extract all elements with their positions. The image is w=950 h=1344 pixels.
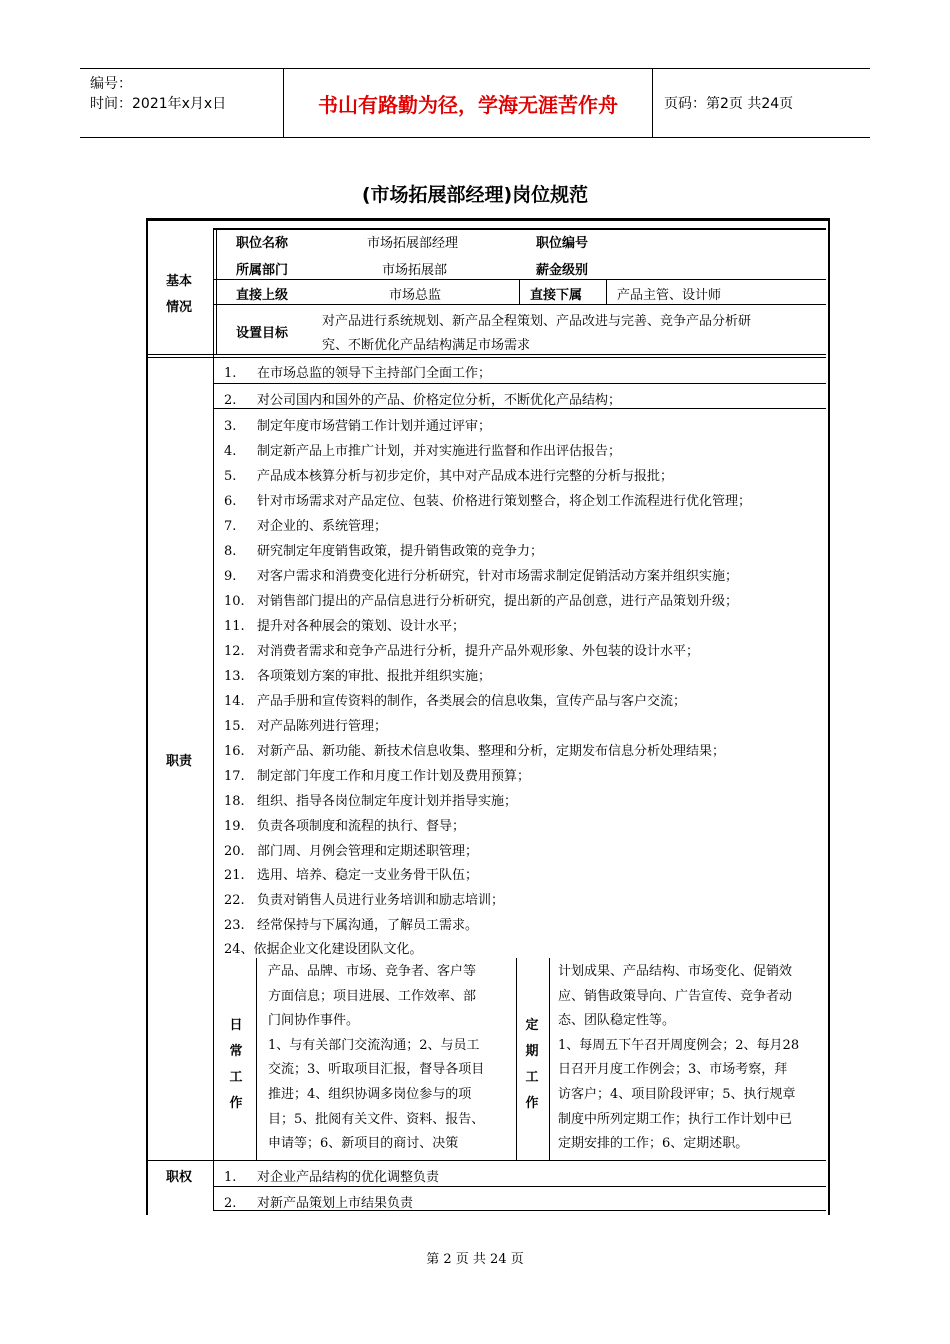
duty-number: 7. [224,519,237,534]
divider [519,280,520,304]
daily-line: 方面信息；项目进展、工作效率、部 [268,988,477,1004]
periodic-line: 1、每周五下午召开周度例会；2、每月28 [558,1037,800,1053]
page-footer: 第 2 页 共 24 页 [426,1252,524,1267]
goal-text: 对产品进行系统规划、新产品全程策划、产品改进与完善、竞争产品分析研 [322,314,752,329]
duty-item [224,640,699,659]
duty-text: 经常保持与下属沟通，了解员工需求。 [257,918,479,933]
daily-line: 交流；3、听取项目汇报，督导各项目 [268,1062,485,1078]
divider [216,230,217,354]
divider [214,1186,826,1187]
duty-item [224,864,478,883]
authority-item [224,1192,413,1211]
duty-number: 11. [224,619,245,634]
duty-number: 13. [224,669,245,684]
duty-text: 对新产品、新功能、新技术信息收集、整理和分析，定期发布信息分析处理结果； [257,744,726,759]
duty-item [224,765,530,784]
duty-number: 21. [224,868,245,883]
divider [148,354,826,355]
duty-item [224,690,686,709]
duty-text: 对产品陈列进行管理； [257,719,388,734]
duties-section-label: 职责 [166,754,193,769]
salary-label: 薪金级别 [536,263,589,278]
department: 市场拓展部 [382,263,448,278]
duty-text: 产品手册和宣传资料的制作，各类展会的信息收集，宣传产品与客户交流； [257,694,687,709]
duty-text: 对消费者需求和竞争产品进行分析，提升产品外观形象、外包装的设计水平； [257,644,700,659]
duty-item [224,914,478,933]
department-label: 所属部门 [236,263,289,278]
duty-item [224,490,751,509]
duty-number: 17. [224,769,245,784]
duty-item [224,415,491,434]
divider [516,958,517,1160]
daily-label-char: 工 [229,1070,243,1085]
duty-number: 1. [224,366,237,381]
duty-number: 14. [224,694,245,709]
duty-text: 组织、指导各岗位制定年度计划并指导实施； [257,794,518,809]
divider [256,958,257,1160]
duty-text: 针对市场需求对产品定位、包装、价格进行策划整合，将企划工作流程进行优化管理； [257,494,752,509]
duty-number: 5. [224,469,237,484]
page-header [80,68,870,138]
duty-number: 19. [224,819,245,834]
duty-text: 制定部门年度工作和月度工作计划及费用预算； [257,769,531,784]
divider [213,228,826,230]
divider [549,958,550,1160]
duty-text: 负责对销售人员进行业务培训和励志培训； [257,893,505,908]
superior: 市场总监 [389,288,442,303]
divider [148,1160,826,1161]
duty-text: 制定年度市场营销工作计划并通过评审； [257,419,492,434]
duty-item [224,665,491,684]
divider [606,280,607,304]
divider [214,408,826,409]
duty-text: 选用、培养、稳定一支业务骨干队伍； [257,868,479,883]
duty-text: 在市场总监的领导下主持部门全面工作； [257,366,492,381]
duty-number: 12. [224,644,245,659]
motto: 书山有路勤为径，学海无涯苦作舟 [284,69,653,137]
daily-line: 产品、品牌、市场、竞争者、客户等 [268,964,477,979]
authority-text: 对新产品策划上市结果负责 [257,1196,414,1211]
basic-section-label: 基本 [166,274,193,289]
authority-section-label: 职权 [166,1170,193,1185]
duty-text: 对企业的、系统管理； [257,519,388,534]
duty-item [224,465,673,484]
duty-text: 制定新产品上市推广计划，并对实施进行监督和作出评估报告； [257,444,622,459]
daily-label-char: 作 [229,1096,243,1111]
divider [214,304,826,305]
daily-label-char: 日 [229,1018,243,1033]
page-title: (市场拓展部经理)岗位规范 [361,184,589,206]
duty-text: 产品成本核算分析与初步定价，其中对产品成本进行完整的分析与报批； [257,469,674,484]
goal-text: 究、不断优化产品结构满足市场需求 [322,338,531,353]
duty-number: 8. [224,544,237,559]
duty-number: 23. [224,918,245,933]
periodic-label-char: 期 [525,1044,539,1059]
duty-item [224,515,387,534]
duty-item [224,389,621,408]
header-meta [80,69,284,137]
periodic-line: 制度中所列定期工作；执行工作计划中已 [558,1111,793,1127]
daily-line: 目；5、批阅有关文件、资料、报告、 [268,1111,485,1127]
basic-section-label: 情况 [166,300,193,315]
duty-item [224,540,543,559]
duty-item: 24、依据企业文化建设团队文化。 [224,942,423,957]
duty-number: 18. [224,794,245,809]
divider [148,357,826,358]
duty-number: 16. [224,744,245,759]
duty-text: 各项策划方案的审批、报批并组织实施； [257,669,492,684]
duty-text: 部门周、月例会管理和定期述职管理； [257,844,479,859]
position-code-label: 职位编号 [536,236,589,251]
divider [213,228,214,1211]
duty-number: 20. [224,844,245,859]
duty-number: 2. [224,393,237,408]
duty-item [224,440,621,459]
duty-item [224,565,738,584]
periodic-line: 访客户；4、项目阶段评审；5、执行规章 [558,1087,796,1102]
daily-line: 推进；4、组织协调多岗位参与的项 [268,1087,472,1102]
duty-text: 对客户需求和消费变化进行分析研究，针对市场需求制定促销活动方案并组织实施； [257,569,739,584]
duty-number: 4. [224,444,237,459]
goal-label: 设置目标 [236,326,289,341]
duty-number: 6. [224,494,237,509]
duty-number: 3. [224,419,237,434]
duty-item [224,615,465,634]
subordinate-label: 直接下属 [530,288,583,303]
periodic-line: 日召开月度工作例会；3、市场考察，拜 [558,1062,788,1078]
page-info: 页码：第2页 共24页 [664,96,794,112]
duty-item [224,840,478,859]
duty-item [224,815,465,834]
authority-number: 1. [224,1170,237,1185]
superior-label: 直接上级 [236,288,289,303]
daily-line: 1、与有关部门交流沟通；2、与员工 [268,1037,480,1053]
periodic-line: 计划成果、产品结构、市场变化、促销效 [558,964,793,979]
authority-item [224,1166,439,1185]
duty-number: 22. [224,893,245,908]
duty-item [224,362,491,381]
duty-number: 9. [224,569,237,584]
duty-text: 研究制定年度销售政策，提升销售政策的竞争力； [257,544,544,559]
periodic-line: 定期安排的工作；6、定期述职。 [558,1136,749,1152]
duty-text: 负责各项制度和流程的执行、督导； [257,819,466,834]
subordinate: 产品主管、设计师 [617,288,722,303]
authority-number: 2. [224,1196,237,1211]
duty-item [224,715,387,734]
duty-item [224,790,517,809]
periodic-label-char: 定 [525,1018,539,1033]
duty-text: 对销售部门提出的产品信息进行分析研究，提出新的产品创意，进行产品策划升级； [257,594,739,609]
daily-line: 门间协作事件。 [268,1013,360,1029]
duty-item [224,740,725,759]
duty-item [224,889,504,908]
position-name: 市场拓展部经理 [367,236,459,251]
divider [214,383,826,384]
duty-text: 提升对各种展会的策划、设计水平； [257,619,466,634]
divider [214,279,826,280]
position-name-label: 职位名称 [236,236,289,251]
authority-text: 对企业产品结构的优化调整负责 [257,1170,440,1185]
periodic-label-char: 作 [525,1096,539,1111]
daily-label-char: 常 [229,1044,243,1059]
periodic-line: 应、销售政策导向、广告宣传、竞争者动 [558,988,793,1004]
date-label: 时间：2021年x月x日 [90,96,227,112]
periodic-label-char: 工 [525,1070,539,1085]
periodic-line: 态、团队稳定性等。 [558,1013,676,1029]
duty-number: 15. [224,719,245,734]
duty-number: 10. [224,594,245,609]
serial-label: 编号： [90,76,132,92]
duty-item [224,590,738,609]
daily-line: 申请等；6、新项目的商讨、决策 [268,1136,459,1152]
duty-text: 对公司国内和国外的产品、价格定位分析，不断优化产品结构； [257,393,622,408]
